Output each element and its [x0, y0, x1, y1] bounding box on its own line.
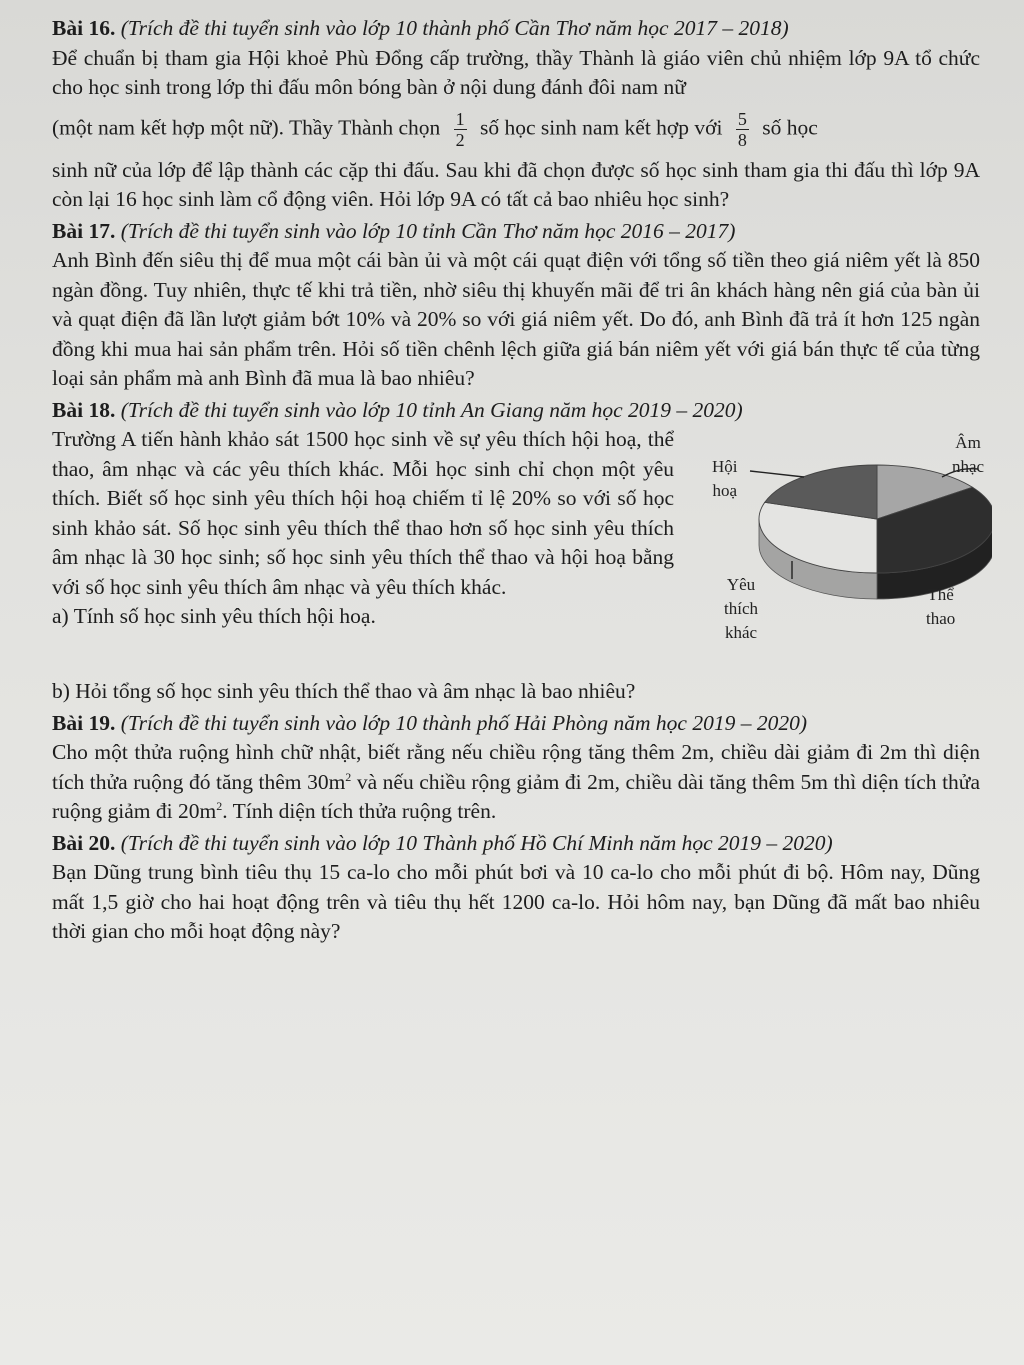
problem-18-source: (Trích đề thi tuyển sinh vào lớp 10 tỉnh An Giang năm học 2019 – 2020) [120, 397, 743, 422]
problem-18-question-a: a) Tính số học sinh yêu thích hội hoạ. [52, 604, 376, 628]
problem-19-heading [52, 709, 980, 739]
problem-18-body [52, 425, 985, 673]
problem-19-sup-2: 2 [216, 798, 223, 813]
problem-20 [52, 829, 980, 947]
label-khac-line-3: khác [724, 623, 758, 642]
fraction-one-half [454, 109, 467, 150]
problem-17 [52, 217, 980, 394]
fraction-1-denominator: 2 [455, 129, 465, 150]
problem-17-label: Bài 17. [52, 218, 116, 243]
problem-19-label: Bài 19. [52, 710, 116, 735]
problem-19-text [52, 738, 980, 827]
label-the-thao-line-1: Thể [927, 585, 954, 604]
label-hoi-hoa-line-2: hoạ [712, 481, 738, 500]
problem-16-label: Bài 16. [52, 16, 116, 40]
fraction-2-denominator: 8 [737, 129, 747, 150]
problem-19-text-2: và nếu chiều rộng giảm đi 2m, chiều dài tăng thêm 5m thì diện tích thửa ruộng giảm đi 20m [52, 769, 980, 823]
label-khac-line-1: Yêu [726, 575, 756, 594]
problem-18-text: Trường A tiến hành khảo sát 1500 học sinh về sự yêu thích hội hoạ, thể thao, âm nhạc và các yêu thích khác. Mỗi học sinh chỉ chọn một yêu thích. Biết số học sinh yêu thích hội hoạ chiếm tỉ lệ 20% so với số học sinh khảo sát. Số học sinh yêu thích thể thao hơn số học sinh yêu thích âm nhạc là 30 học sinh; số học sinh yêu thích thể thao và hội hoạ bằng với số học sinh yêu thích âm nhạc và yêu thích khác. [52, 427, 674, 599]
problem-20-text: Bạn Dũng trung bình tiêu thụ 15 ca-lo cho mỗi phút bơi và 10 ca-lo cho mỗi phút đi bộ. Hôm nay, Dũng mất 1,5 giờ cho hai hoạt động trên và tiêu thụ hết 1200 ca-lo. Hỏi hôm nay, bạn Dũng đã mất bao nhiêu thời gian cho mỗi hoạt động này? [52, 860, 980, 943]
problem-19-source: (Trích đề thi tuyển sinh vào lớp 10 thành phố Hải Phòng năm học 2019 – 2020) [120, 710, 807, 735]
problem-19 [52, 709, 980, 827]
label-am-nhac-line-2: nhạc [952, 457, 985, 476]
problem-18-question-b: b) Hỏi tổng số học sinh yêu thích thể thao và âm nhạc là bao nhiêu? [52, 679, 636, 703]
label-hoi-hoa-line-1: Hội [712, 457, 738, 476]
problem-16-heading [52, 14, 980, 44]
label-hoi-hoa [712, 455, 738, 503]
page-content [52, 14, 985, 949]
problem-16-text-2c: số học [762, 114, 818, 139]
problem-19-text-3: . Tính diện tích thửa ruộng trên. [222, 799, 497, 823]
problem-20-heading [52, 829, 980, 859]
problem-16-text-3: sinh nữ của lớp để lập thành các cặp thi đấu. Sau khi đã chọn được số học sinh tham gia thi đấu thì lớp 9A còn lại 16 học sinh làm cổ động viên. Hỏi lớp 9A có tất cả bao nhiêu học sinh? [52, 157, 980, 211]
problem-16-text-2 [52, 109, 980, 150]
problem-17-text: Anh Bình đến siêu thị để mua một cái bàn ủi và một cái quạt điện với tổng số tiền theo giá niêm yết là 850 ngàn đồng. Tuy nhiên, thực tế khi trả tiền, nhờ siêu thị khuyến mãi để tri ân khách hàng nên giá của bàn ủi và quạt điện đã lần lượt giảm bớt 10% và 20% so với giá niêm yết. Do đó, anh Bình đã trả ít hơn 125 ngàn đồng khi mua hai sản phẩm trên. Hỏi số tiền chênh lệch giữa giá bán niêm yết với giá bán thực tế của từng loại sản phẩm mà anh Bình đã mua là bao nhiêu? [52, 248, 980, 390]
label-khac-line-2: thích [724, 599, 758, 618]
problem-19-sup-1: 2 [345, 769, 352, 784]
label-am-nhac-line-1: Âm [955, 433, 981, 452]
problem-16-text-2a: (một nam kết hợp một nữ). Thầy Thành chọn [52, 114, 441, 139]
problem-18 [52, 396, 985, 707]
problem-17-heading [52, 217, 980, 247]
problem-17-source: (Trích đề thi tuyển sinh vào lớp 10 tỉnh Cần Thơ năm học 2016 – 2017) [120, 218, 736, 243]
problem-16 [52, 14, 980, 215]
fraction-2-numerator: 5 [737, 108, 747, 129]
problem-20-label: Bài 20. [52, 830, 116, 855]
label-the-thao-line-2: thao [926, 609, 956, 628]
problem-20-source: (Trích đề thi tuyển sinh vào lớp 10 Thành phố Hồ Chí Minh năm học 2019 – 2020) [120, 830, 833, 855]
label-yeu-thich-khac [724, 573, 758, 645]
fraction-five-eighths [736, 109, 749, 150]
pie-chart [692, 419, 992, 659]
fraction-1-numerator: 1 [455, 108, 465, 129]
problem-16-text-2b: số học sinh nam kết hợp với [480, 114, 723, 139]
label-am-nhac [952, 431, 984, 479]
problem-19-text-1: Cho một thửa ruộng hình chữ nhật, biết rằng nếu chiều rộng tăng thêm 2m, chiều dài giảm đi 2m thì diện tích thửa ruộng đó tăng thêm 30m [52, 740, 980, 794]
problem-18-label: Bài 18. [52, 397, 116, 422]
problem-16-source: (Trích đề thi tuyển sinh vào lớp 10 thành phố Cần Thơ năm học 2017 – 2018) [120, 16, 789, 40]
label-the-thao [926, 583, 955, 631]
leader-hoi-hoa [750, 471, 804, 477]
problem-16-text-1: Để chuẩn bị tham gia Hội khoẻ Phù Đổng cấp trường, thầy Thành là giáo viên chủ nhiệm lớp 9A tổ chức cho học sinh trong lớp thi đấu môn bóng bàn ở nội dung đánh đôi nam nữ [52, 45, 980, 99]
